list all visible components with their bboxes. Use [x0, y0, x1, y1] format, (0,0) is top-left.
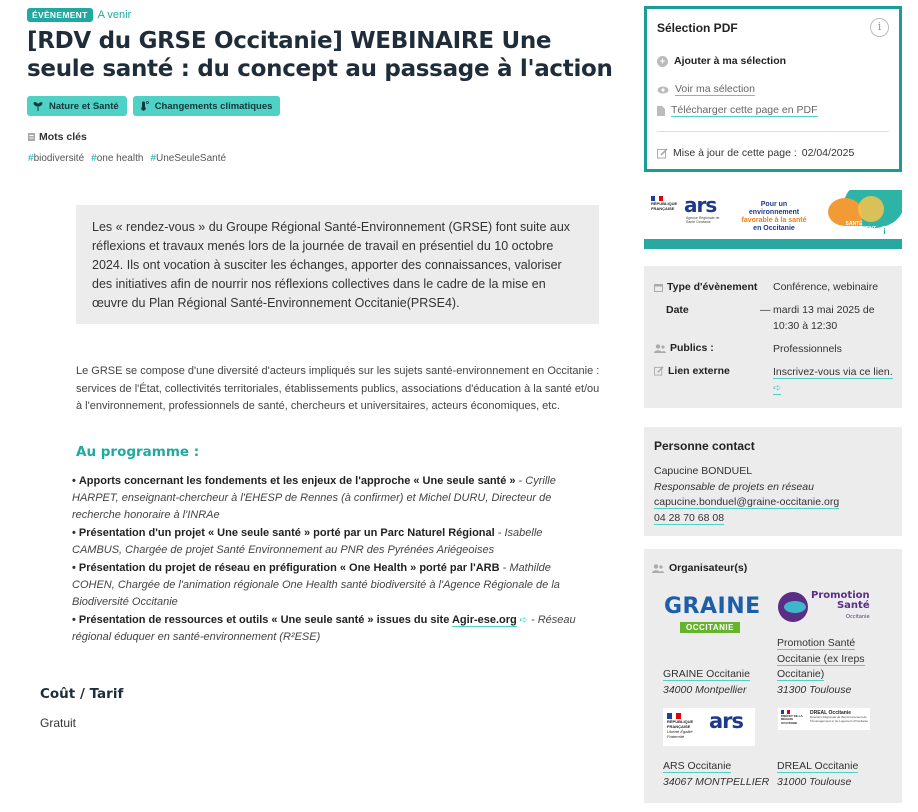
theme-chip-label: Changements climatiques [154, 100, 273, 112]
last-update: Mise à jour de cette page : 02/04/2025 [657, 147, 854, 159]
sante-environnement-banner[interactable]: RÉPUBLIQUE FRANÇAISE ars Agence Régionale de Santé Occitanie Pour un environnement favorable à la santé en Occitanie SANTÉ ENVIRONNEMENT Occitanie i [644, 190, 902, 249]
keywords-heading [27, 131, 87, 143]
cost-value: Gratuit [40, 716, 77, 730]
contact-role: Responsable de projets en réseau [654, 480, 814, 493]
add-to-selection-button[interactable]: + Ajouter à ma sélection [657, 55, 786, 67]
eye-icon [657, 86, 669, 94]
users-icon [654, 344, 666, 353]
organiser-item: Promotion Santé Occitanie (ex Ireps Occitanie) 31300 Toulouse [777, 637, 865, 696]
event-type-badge: ÉVÈNEMENT [27, 8, 93, 22]
keywords-title: Mots clés [39, 131, 87, 143]
contact-email-link[interactable]: capucine.bonduel@graine-occitanie.org [654, 496, 840, 508]
organiser-item: ARS Occitanie 34067 MONTPELLIER [663, 760, 770, 788]
list-item: • Présentation de ressources et outils « Une seule santé » issues du site Agir-ese.org ➪ - Réseau régional éduquer en santé-environnement (R²ESE) [72, 614, 576, 643]
republique-francaise-logo: RÉPUBLIQUE FRANÇAISE [651, 196, 681, 211]
organiser-item: GRAINE Occitanie 34000 Montpellier [663, 668, 750, 696]
contact-panel [644, 427, 902, 536]
edit-icon [657, 148, 668, 159]
event-details-panel: Type d'évènement Conférence, webinaire Date — mardi 13 mai 2025 de 10:30 à 12:30 Publics : Professionnels Lien externe Inscrivez-vous via ce lien. ➪ [644, 266, 902, 408]
view-selection-link[interactable]: Voir ma sélection [657, 83, 755, 96]
contact-name: Capucine BONDUEL [654, 465, 753, 477]
banner-brand: SANTÉ ENVIRONNEMENT Occitanie [832, 221, 876, 237]
sprout-icon [33, 101, 43, 111]
organiser-link[interactable]: Promotion Santé Occitanie (ex Ireps Occitanie) [777, 637, 865, 680]
page-title: [RDV du GRSE Occitanie] WEBINAIRE Une seule santé : du concept au passage à l'action [27, 28, 613, 82]
users-icon [652, 564, 664, 573]
registration-link[interactable]: Inscrivez-vous via ce lien. ➪ [773, 366, 893, 394]
organisers-panel [644, 549, 902, 803]
description-paragraph: Le GRSE se compose d'une diversité d'acteurs impliqués sur les sujets santé-environnement en Occitanie : services de l'État, collectivités territoriales, établissements publics, associations d'éducation à la santé et/ou à l'environnement, professionnels de santé, chercheurs et universitaires, acteurs économiques, etc. [76, 365, 600, 412]
list-item: • Présentation d'un projet « Une seule santé » porté par un Parc Naturel Régional - Isabelle CAMBUS, Chargée de projet Santé Environnement au PNR des Pyrénées Ariégeoises [72, 527, 543, 556]
organiser-link[interactable]: DREAL Occitanie [777, 760, 859, 772]
external-link-label: Lien externe [654, 365, 730, 377]
list-item: • Apports concernant les fondements et les enjeux de l'approche « Une seule santé » - Cyrille HARPET, enseignant-chercheur à l'EHESP de Rennes (à confirmer) et Michel DURU, Directeur de recherche honoraire à l'INRAe [72, 475, 556, 521]
keyword-list [28, 153, 226, 164]
graine-logo[interactable]: GRAINE OCCITANIE [664, 594, 761, 632]
ars-occitanie-logo[interactable]: RÉPUBLIQUE FRANÇAISE Liberté Égalité Fraternité ars [663, 708, 755, 746]
promotion-sante-logo[interactable]: Promotion Santé Occitanie [778, 591, 870, 622]
download-pdf-link[interactable]: Télécharger cette page en PDF [657, 104, 818, 117]
organiser-link[interactable]: ARS Occitanie [663, 760, 732, 772]
organiser-link[interactable]: GRAINE Occitanie [663, 668, 750, 680]
keyword-link[interactable]: #one health [91, 153, 144, 164]
publics-label: Publics : [654, 342, 714, 354]
organiser-item: DREAL Occitanie 31000 Toulouse [777, 760, 859, 788]
agir-ese-link[interactable]: Agir-ese.org [451, 614, 517, 626]
calendar-icon [654, 283, 663, 292]
info-icon[interactable]: i [879, 226, 890, 237]
contact-phone-link[interactable]: 04 28 70 68 08 [654, 511, 725, 524]
event-tagline [27, 8, 131, 22]
date-value: mardi 13 mai 2025 de 10:30 à 12:30 [773, 304, 875, 332]
external-link-icon: ➪ [516, 615, 528, 626]
theme-tags [27, 96, 280, 116]
contact-title: Personne contact [654, 439, 755, 453]
info-icon[interactable]: i [870, 18, 889, 37]
file-icon [657, 106, 665, 116]
event-status: A venir [97, 9, 132, 21]
programme-heading: Au programme : [76, 444, 200, 460]
banner-tagline: Pour un environnement favorable à la santé en Occitanie [741, 201, 807, 232]
cost-heading: Coût / Tarif [40, 686, 124, 702]
event-type-label: Type d'évènement [654, 281, 757, 293]
theme-chip-label: Nature et Santé [49, 100, 119, 112]
thermometer-icon [139, 101, 149, 111]
keyword-link[interactable]: #biodiversité [28, 153, 85, 164]
pdf-box-title: Sélection PDF [657, 21, 738, 35]
list-item: • Présentation du projet de réseau en préfiguration « One Health » porté par l'ARB - Mathilde COHEN, Chargée de l'animation régionale One Health santé biodiversité à l'Agence Régionale de la Biodiversité Occitanie [72, 562, 560, 608]
event-type-value: Conférence, webinaire [773, 281, 879, 293]
programme-list [72, 473, 592, 647]
publics-value: Professionnels [773, 343, 842, 355]
plus-circle-icon: + [657, 56, 668, 67]
external-link-icon: ➪ [773, 382, 782, 394]
theme-chip-nature-sante[interactable] [27, 96, 127, 116]
date-label: Date [666, 304, 689, 316]
theme-chip-climat[interactable] [133, 96, 281, 116]
dreal-occitanie-logo[interactable]: PRÉFET DE LA RÉGION OCCITANIE DREAL Occitanie Direction Régionale de l'Environnement de l'Aménagement et du Logement d'Occitanie [778, 708, 870, 730]
organisers-heading: Organisateur(s) [652, 562, 747, 574]
edit-icon [654, 366, 664, 376]
divider [657, 131, 889, 132]
keyword-link[interactable]: #UneSeuleSanté [150, 153, 227, 164]
tag-icon [27, 132, 36, 142]
pdf-selection-box [644, 6, 902, 172]
ars-logo: ars [684, 193, 717, 217]
intro-box: Les « rendez-vous » du Groupe Régional Santé-Environnement (GRSE) font suite aux réflexions et travaux menés lors de la journée de travail en présentiel du 10 octobre 2024. Ils ont vocation à susciter les échanges, apporter des connaissances, valoriser des initiatives afin de nourrir nos réflexions collectives dans le cadre de la mise en œuvre du Plan Régional Santé-Environnement Occitanie(PRSE4). [76, 205, 599, 324]
update-date: 02/04/2025 [801, 147, 855, 159]
